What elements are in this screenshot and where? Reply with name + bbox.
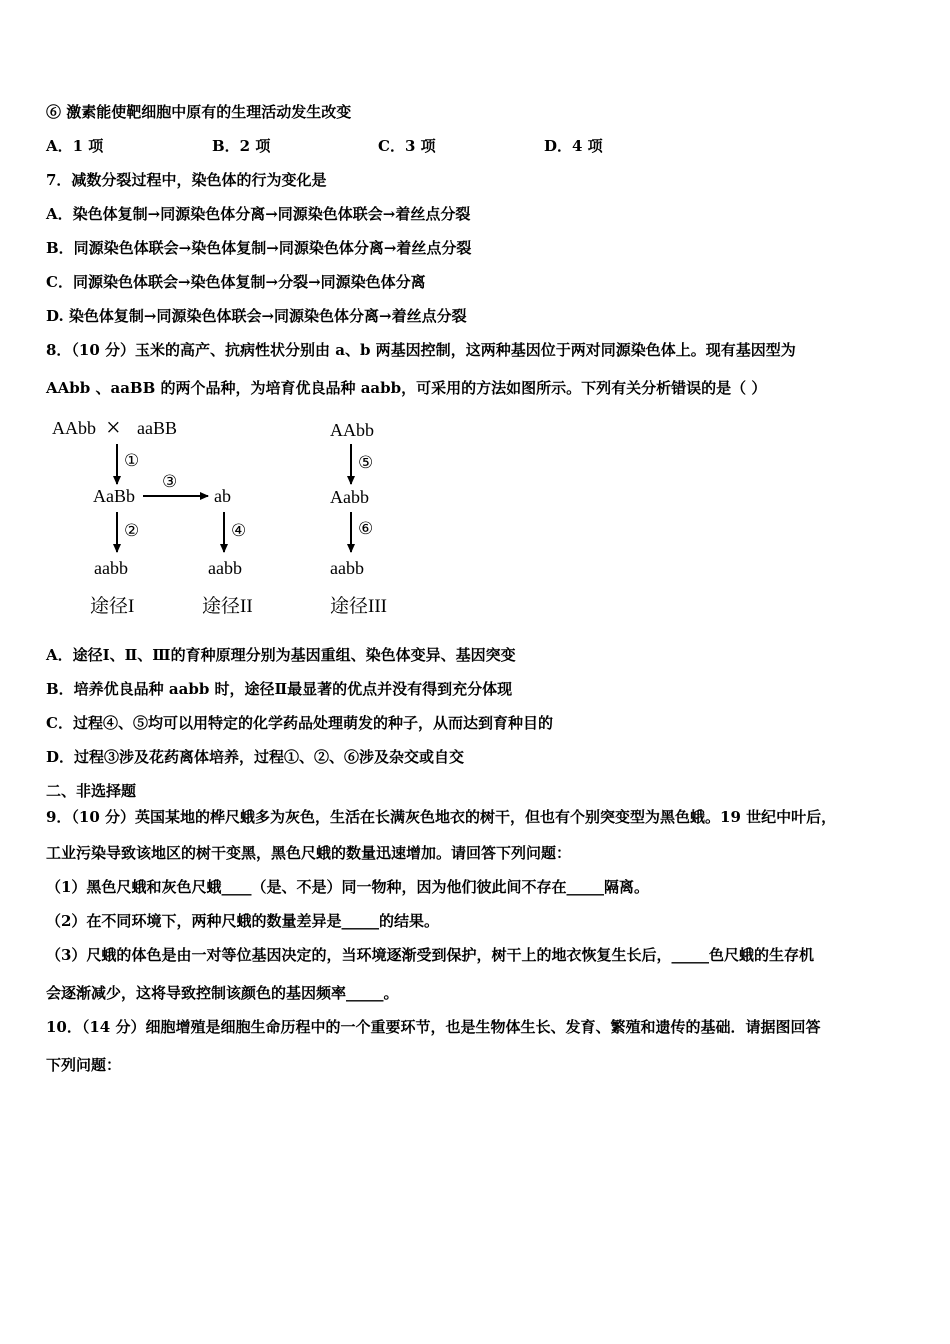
q6-option-d: D．4 项 bbox=[544, 137, 603, 155]
step1-label: ① bbox=[124, 451, 140, 470]
q8-option-c: C．过程④、⑤均可以用特定的化学药品处理萌发的种子，从而达到育种目的 bbox=[46, 714, 553, 732]
parent1-genotype: AAbb bbox=[52, 418, 96, 438]
step2-label: ② bbox=[124, 521, 140, 540]
q9-stem-line2: 工业污染导致该地区的树干变黑，黑色尺蛾的数量迅速增加。请回答下列问题： bbox=[46, 844, 572, 862]
path3-label: 途径III bbox=[330, 596, 387, 617]
step6-label: ⑥ bbox=[358, 519, 374, 538]
cross-symbol: × bbox=[106, 413, 121, 442]
f1-genotype: AaBb bbox=[93, 486, 135, 506]
q8-stem-line2: AAbb 、aaBB 的两个品种，为培育优良品种 aabb，可采用的方法如图所示。下列有关分析错误的是（ ） bbox=[46, 379, 767, 397]
q6-option-a: A．1 项 bbox=[46, 137, 104, 155]
parent2-genotype: aaBB bbox=[137, 418, 177, 438]
path2-label: 途径II bbox=[202, 596, 253, 617]
q9-stem-line1: 9．（10 分）英国某地的桦尺蛾多为灰色，生活在长满灰色地衣的树干，但也有个别突变型为黑色蛾。19 世纪中叶后， bbox=[46, 808, 837, 826]
q8-option-d: D．过程③涉及花药离体培养，过程①、②、⑥涉及杂交或自交 bbox=[46, 748, 465, 766]
step5-label: ⑤ bbox=[358, 453, 374, 472]
step4-label: ④ bbox=[231, 521, 247, 540]
q6-statement-6: ⑥ 激素能使靶细胞中原有的生理活动发生改变 bbox=[46, 103, 352, 121]
q6-option-b: B．2 项 bbox=[212, 137, 271, 155]
section-heading: 二、非选择题 bbox=[46, 782, 137, 800]
q7-option-d: D. 染色体复制→同源染色体联会→同源染色体分离→着丝点分裂 bbox=[46, 307, 467, 325]
q9-sub3-line1: （3）尺蛾的体色是由一对等位基因决定的，当环境逐渐受到保护，树干上的地衣恢复生长后，_____色尺蛾的生存机 bbox=[46, 946, 814, 964]
q6-option-c: C．3 项 bbox=[378, 137, 436, 155]
haploid-genotype: ab bbox=[214, 486, 231, 506]
result2-genotype: aabb bbox=[208, 558, 242, 578]
q9-sub1: （1）黑色尺蛾和灰色尺蛾____（是、不是）同一物种，因为他们彼此间不存在_____隔离。 bbox=[46, 878, 649, 896]
q8-option-a: A．途径Ⅰ、Ⅱ、Ⅲ的育种原理分别为基因重组、染色体变异、基因突变 bbox=[46, 646, 516, 664]
q9-sub3-line2: 会逐渐减少，这将导致控制该颜色的基因频率_____。 bbox=[46, 984, 399, 1002]
result1-genotype: aabb bbox=[94, 558, 128, 578]
step3-label: ③ bbox=[162, 472, 178, 491]
path1-label: 途径I bbox=[90, 596, 135, 617]
q7-option-a: A．染色体复制→同源染色体分离→同源染色体联会→着丝点分裂 bbox=[46, 205, 471, 223]
q7-stem: 7．减数分裂过程中，染色体的行为变化是 bbox=[46, 171, 327, 189]
q7-option-c: C．同源染色体联会→染色体复制→分裂→同源染色体分离 bbox=[46, 273, 426, 291]
q8-stem-line1: 8．（10 分）玉米的高产、抗病性状分别由 a、b 两基因控制，这两种基因位于两对同源染色体上。现有基因型为 bbox=[46, 341, 796, 359]
q8-option-b: B．培养优良品种 aabb 时，途径Ⅱ最显著的优点并没有得到充分体现 bbox=[46, 680, 513, 698]
breeding-diagram bbox=[40, 408, 420, 620]
q9-sub2: （2）在不同环境下，两种尺蛾的数量差异是_____的结果。 bbox=[46, 912, 439, 930]
q10-stem-line2: 下列问题： bbox=[46, 1056, 122, 1074]
q7-option-b: B．同源染色体联会→染色体复制→同源染色体分离→着丝点分裂 bbox=[46, 239, 472, 257]
path3-start-genotype: AAbb bbox=[330, 420, 374, 440]
path3-mid-genotype: Aabb bbox=[330, 487, 369, 507]
q6-options bbox=[46, 136, 710, 156]
q10-stem-line1: 10．（14 分）细胞增殖是细胞生命历程中的一个重要环节，也是生物体生长、发育、繁殖和遗传的基础．请据图回答 bbox=[46, 1018, 821, 1036]
result3-genotype: aabb bbox=[330, 558, 364, 578]
